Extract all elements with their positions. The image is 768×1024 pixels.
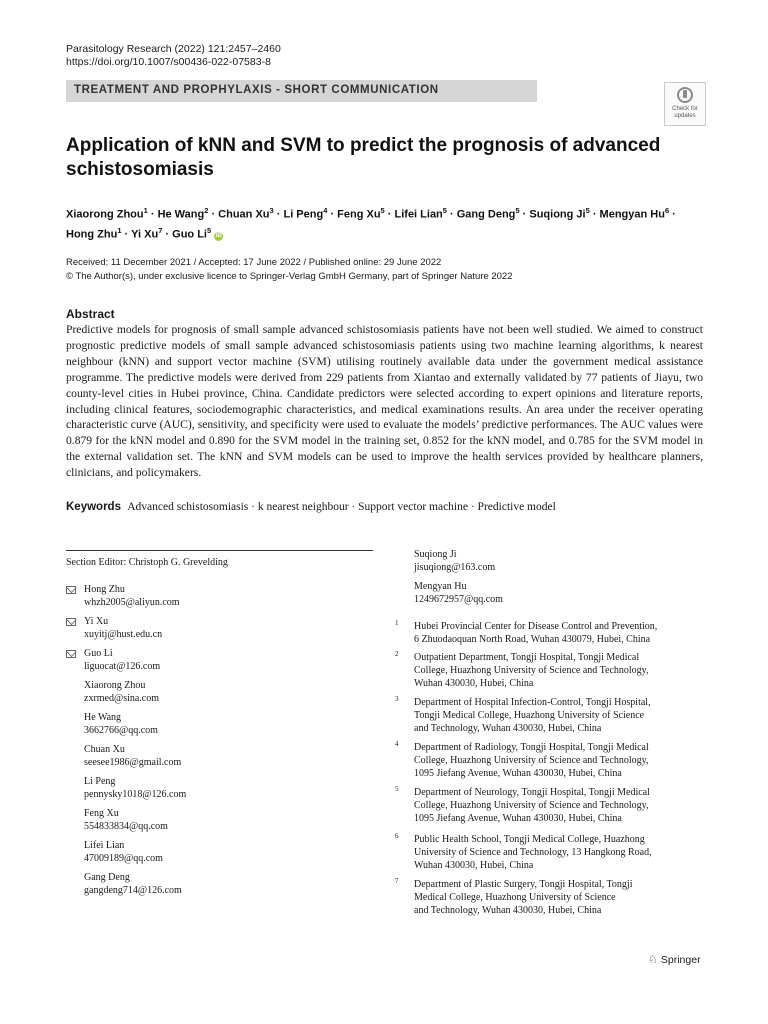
author-affiliation-marker: 5 (585, 206, 590, 215)
published-date: / Published online: 29 June 2022 (303, 257, 442, 268)
contact-name: Mengyan Hu (414, 581, 467, 592)
author-name[interactable]: Hong Zhu (66, 228, 118, 241)
affiliation-line: 6 Zhuodaoquan North Road, Wuhan 430079, Hubei, China (414, 633, 651, 645)
author-affiliation-marker: 5 (206, 225, 212, 235)
author-name[interactable]: Chuan Xu (218, 208, 270, 221)
mail-icon[interactable] (66, 650, 76, 658)
keywords (66, 501, 556, 513)
mail-icon[interactable] (66, 586, 76, 594)
check-updates-line1: Check for (672, 106, 698, 112)
check-for-updates-badge[interactable] (664, 82, 706, 126)
affiliation-entry (414, 697, 694, 735)
article-title: Application of kNN and SVM to predict the prognosis of advanced schistosomiasis (66, 135, 661, 180)
section-banner-label: TREATMENT AND PROPHYLAXIS - SHORT COMMUNICATION (74, 84, 439, 96)
affiliation-number: 3 (395, 695, 399, 703)
contact-name: Li Peng (84, 776, 116, 787)
affiliation-line: Department of Hospital Infection-Control, Tongji Hospital, (414, 697, 651, 708)
affiliation-line: University of Science and Technology, 13 Hangkong Road, (414, 846, 652, 858)
contact-entry (84, 647, 160, 673)
contact-name: Suqiong Ji (414, 549, 457, 560)
author-affiliation-marker: 5 (515, 206, 520, 215)
contact-entry (84, 711, 158, 737)
affiliation-line: Department of Neurology, Tongji Hospital, Tongji Medical (414, 787, 650, 798)
publication-dates (66, 256, 513, 284)
affiliation-number: 2 (395, 650, 399, 658)
affiliation-entry (414, 787, 694, 825)
author-affiliation-marker: 6 (664, 206, 670, 215)
affiliation-line: College, Huazhong University of Science and Technology, (414, 754, 649, 766)
contact-name: Hong Zhu (84, 584, 125, 595)
author-name[interactable]: Lifei Lian (394, 208, 443, 221)
doi-link[interactable]: https://doi.org/10.1007/s00436-022-07583-8 (66, 56, 271, 68)
author-affiliation-marker: 5 (442, 206, 447, 215)
author-name[interactable]: Yi Xu (131, 228, 159, 241)
journal-reference: Parasitology Research (2022) 121:2457–2460 (66, 43, 281, 55)
contact-email[interactable]: jisuqiong@163.com (414, 562, 496, 573)
author-name[interactable]: Feng Xu (337, 208, 381, 221)
contact-entry (84, 743, 181, 769)
affiliation-line: Public Health School, Tongji Medical College, Huazhong (414, 834, 645, 845)
affiliation-line: Department of Radiology, Tongji Hospital, Tongji Medical (414, 742, 649, 753)
author-affiliation-marker: 1 (117, 225, 122, 235)
keywords-label: Keywords (66, 501, 121, 513)
author-affiliation-marker: 7 (158, 225, 163, 235)
author-name[interactable]: Suqiong Ji (529, 208, 586, 221)
author-name[interactable]: Li Peng (283, 208, 324, 221)
contact-name: Feng Xu (84, 808, 119, 819)
affiliation-entry (414, 742, 694, 780)
contact-email[interactable]: liguocat@126.com (84, 661, 161, 672)
affiliation-number: 5 (395, 785, 399, 793)
affiliation-line: College, Huazhong University of Science and Technology, (414, 664, 649, 676)
affiliation-line: Outpatient Department, Tongji Hospital, Tongji Medical (414, 652, 640, 663)
affiliation-line: Wuhan 430030, Hubei, China (414, 859, 534, 871)
author-name[interactable]: He Wang (157, 208, 205, 221)
contact-name: Yi Xu (84, 616, 109, 627)
publisher-name: Springer (660, 954, 701, 966)
contact-name: Chuan Xu (84, 744, 125, 755)
contact-entry (84, 775, 186, 801)
affiliation-number: 6 (395, 832, 399, 840)
affiliation-line: Medical College, Huazhong University of Science (414, 891, 616, 903)
contact-email[interactable]: 47009189@qq.com (84, 853, 163, 864)
contact-email[interactable]: seesee1986@gmail.com (84, 757, 182, 768)
check-for-updates-label (665, 106, 705, 120)
abstract-heading: Abstract (66, 307, 115, 321)
author-list: Xiaorong Zhou$^1$ · He Wang$^2$ · Chuan $Xu^3 \cdot Li$ Peng$^4$ · Feng $Xu^5$ · Lifei Lian$^5$ · Gang Deng$^5$ · Suqiong $Ji^5$ · Mengyan $Hu^6$ · Hong Zhu$^1$ · Yi $Xu^7$ · Guo Li$^5$ iD (66, 206, 676, 241)
journal-citation (66, 43, 281, 69)
affiliation-line: Department of Plastic Surgery, Tongji Hospital, Tongji (414, 879, 633, 890)
affiliation-line: Hubei Provincial Center for Disease Control and Prevention, (414, 621, 658, 632)
contact-entry (84, 807, 168, 833)
springer-horse-icon: ♘ (648, 954, 658, 966)
contact-email[interactable]: pennysky1018@126.com (84, 789, 187, 800)
section-editor: Section Editor: Christoph G. Grevelding (66, 557, 228, 568)
contact-entry (84, 679, 159, 705)
author-name[interactable]: Mengyan Hu (599, 208, 665, 221)
copyright-notice: © The Author(s), under exclusive licence to Springer-Verlag GmbH Germany, part of Springer Nature 2022 (66, 271, 513, 282)
contact-name: Guo Li (84, 648, 113, 659)
author-name[interactable]: Xiaorong Zhou (66, 208, 144, 221)
author-affiliation-marker: 5 (380, 206, 385, 215)
affiliation-entry (414, 879, 694, 917)
author-name[interactable]: Gang Deng (456, 208, 516, 221)
author-affiliation-marker: 4 (323, 206, 328, 215)
contact-name: Gang Deng (84, 872, 130, 883)
contact-email[interactable]: 3662766@qq.com (84, 725, 158, 736)
contact-email[interactable]: 554833834@qq.com (84, 821, 168, 832)
affiliation-number: 7 (395, 877, 399, 885)
affiliation-line: 1095 Jiefang Avenue, Wuhan 430030, Hubei, China (414, 812, 622, 824)
contact-entry (84, 839, 163, 865)
contact-email[interactable]: zxrmed@sina.com (84, 693, 160, 704)
abstract-text: Predictive models for prognosis of small sample advanced schistosomiasis patients have not been well studied. We aimed to construct prognostic predictive models of small sample advanced schistosomiasis patients using two machine learning algorithms, k nearest neighbour (kNN) and support vector machine (SVM) utilising routinely available data under the government medical assistance programme. The predictive models were derived from 229 patients from Xiantao and externally validated by 77 patients of Jiayu, two county-level cities in Hubei province, China. Candidate predictors were selected according to expert opinions and literature reports, including clinical features, sociodemographic characteristics, and medical examinations results. An area under the receiver operating characteristic curve (AUC), sensitivity, and specificity were used to evaluate the models’ predictive performances. The AUC values were 0.879 for the kNN model and 0.890 for the SVM model in the training set, 0.852 for the kNN model, and 0.785 for the SVM model in the external validation set. The kNN and SVM models can be used to improve the health services provided by healthcare planners, clinicians, and policymakers. (66, 323, 703, 480)
contact-name: Lifei Lian (84, 840, 125, 851)
contact-email[interactable]: gangdeng714@126.com (84, 885, 182, 896)
contact-entry (414, 580, 503, 606)
affiliation-line: and Technology, Wuhan 430030, Hubei, China (414, 722, 602, 734)
received-accepted-dates: Received: 11 December 2021 / Accepted: 17 June 2022 (66, 257, 301, 268)
affiliation-number: 4 (395, 740, 399, 748)
contact-name: He Wang (84, 712, 122, 723)
author-affiliation-marker: 2 (204, 206, 209, 215)
contact-entry (414, 548, 495, 574)
contact-email[interactable]: whzh2005@aliyun.com (84, 597, 180, 608)
affiliation-line: College, Huazhong University of Science and Technology, (414, 799, 649, 811)
affiliation-line: Wuhan 430030, Hubei, China (414, 677, 534, 689)
orcid-icon[interactable]: iD (215, 233, 222, 240)
contact-entry (84, 871, 182, 897)
author-name[interactable]: Guo Li (172, 228, 207, 241)
affiliation-entry (414, 621, 694, 647)
affiliation-line: and Technology, Wuhan 430030, Hubei, China (414, 904, 602, 916)
affiliation-line: Tongji Medical College, Huazhong University of Science (414, 709, 645, 721)
affiliation-number: 1 (395, 619, 399, 627)
bookmark-icon-mark (683, 90, 687, 98)
contact-entry (84, 615, 162, 641)
contact-name: Xiaorong Zhou (84, 680, 146, 691)
mail-icon[interactable] (66, 618, 76, 626)
section-banner (66, 80, 537, 102)
author-affiliation-marker: 3 (269, 206, 274, 215)
affiliation-line: 1095 Jiefang Avenue, Wuhan 430030, Hubei, China (414, 767, 622, 779)
publisher-logo (648, 953, 701, 966)
keywords-text: Advanced schistosomiasis · k nearest neighbour · Support vector machine · Predictive model (127, 501, 556, 513)
contact-entry (84, 583, 180, 609)
contact-email[interactable]: xuyitj@hust.edu.cn (84, 629, 163, 640)
check-updates-line2: updates (674, 113, 696, 119)
author-affiliation-marker: 1 (143, 206, 148, 215)
affiliation-entry (414, 652, 694, 690)
contact-email[interactable]: 1249672957@qq.com (414, 594, 503, 605)
footnote-divider (66, 550, 373, 551)
affiliation-entry (414, 834, 694, 872)
